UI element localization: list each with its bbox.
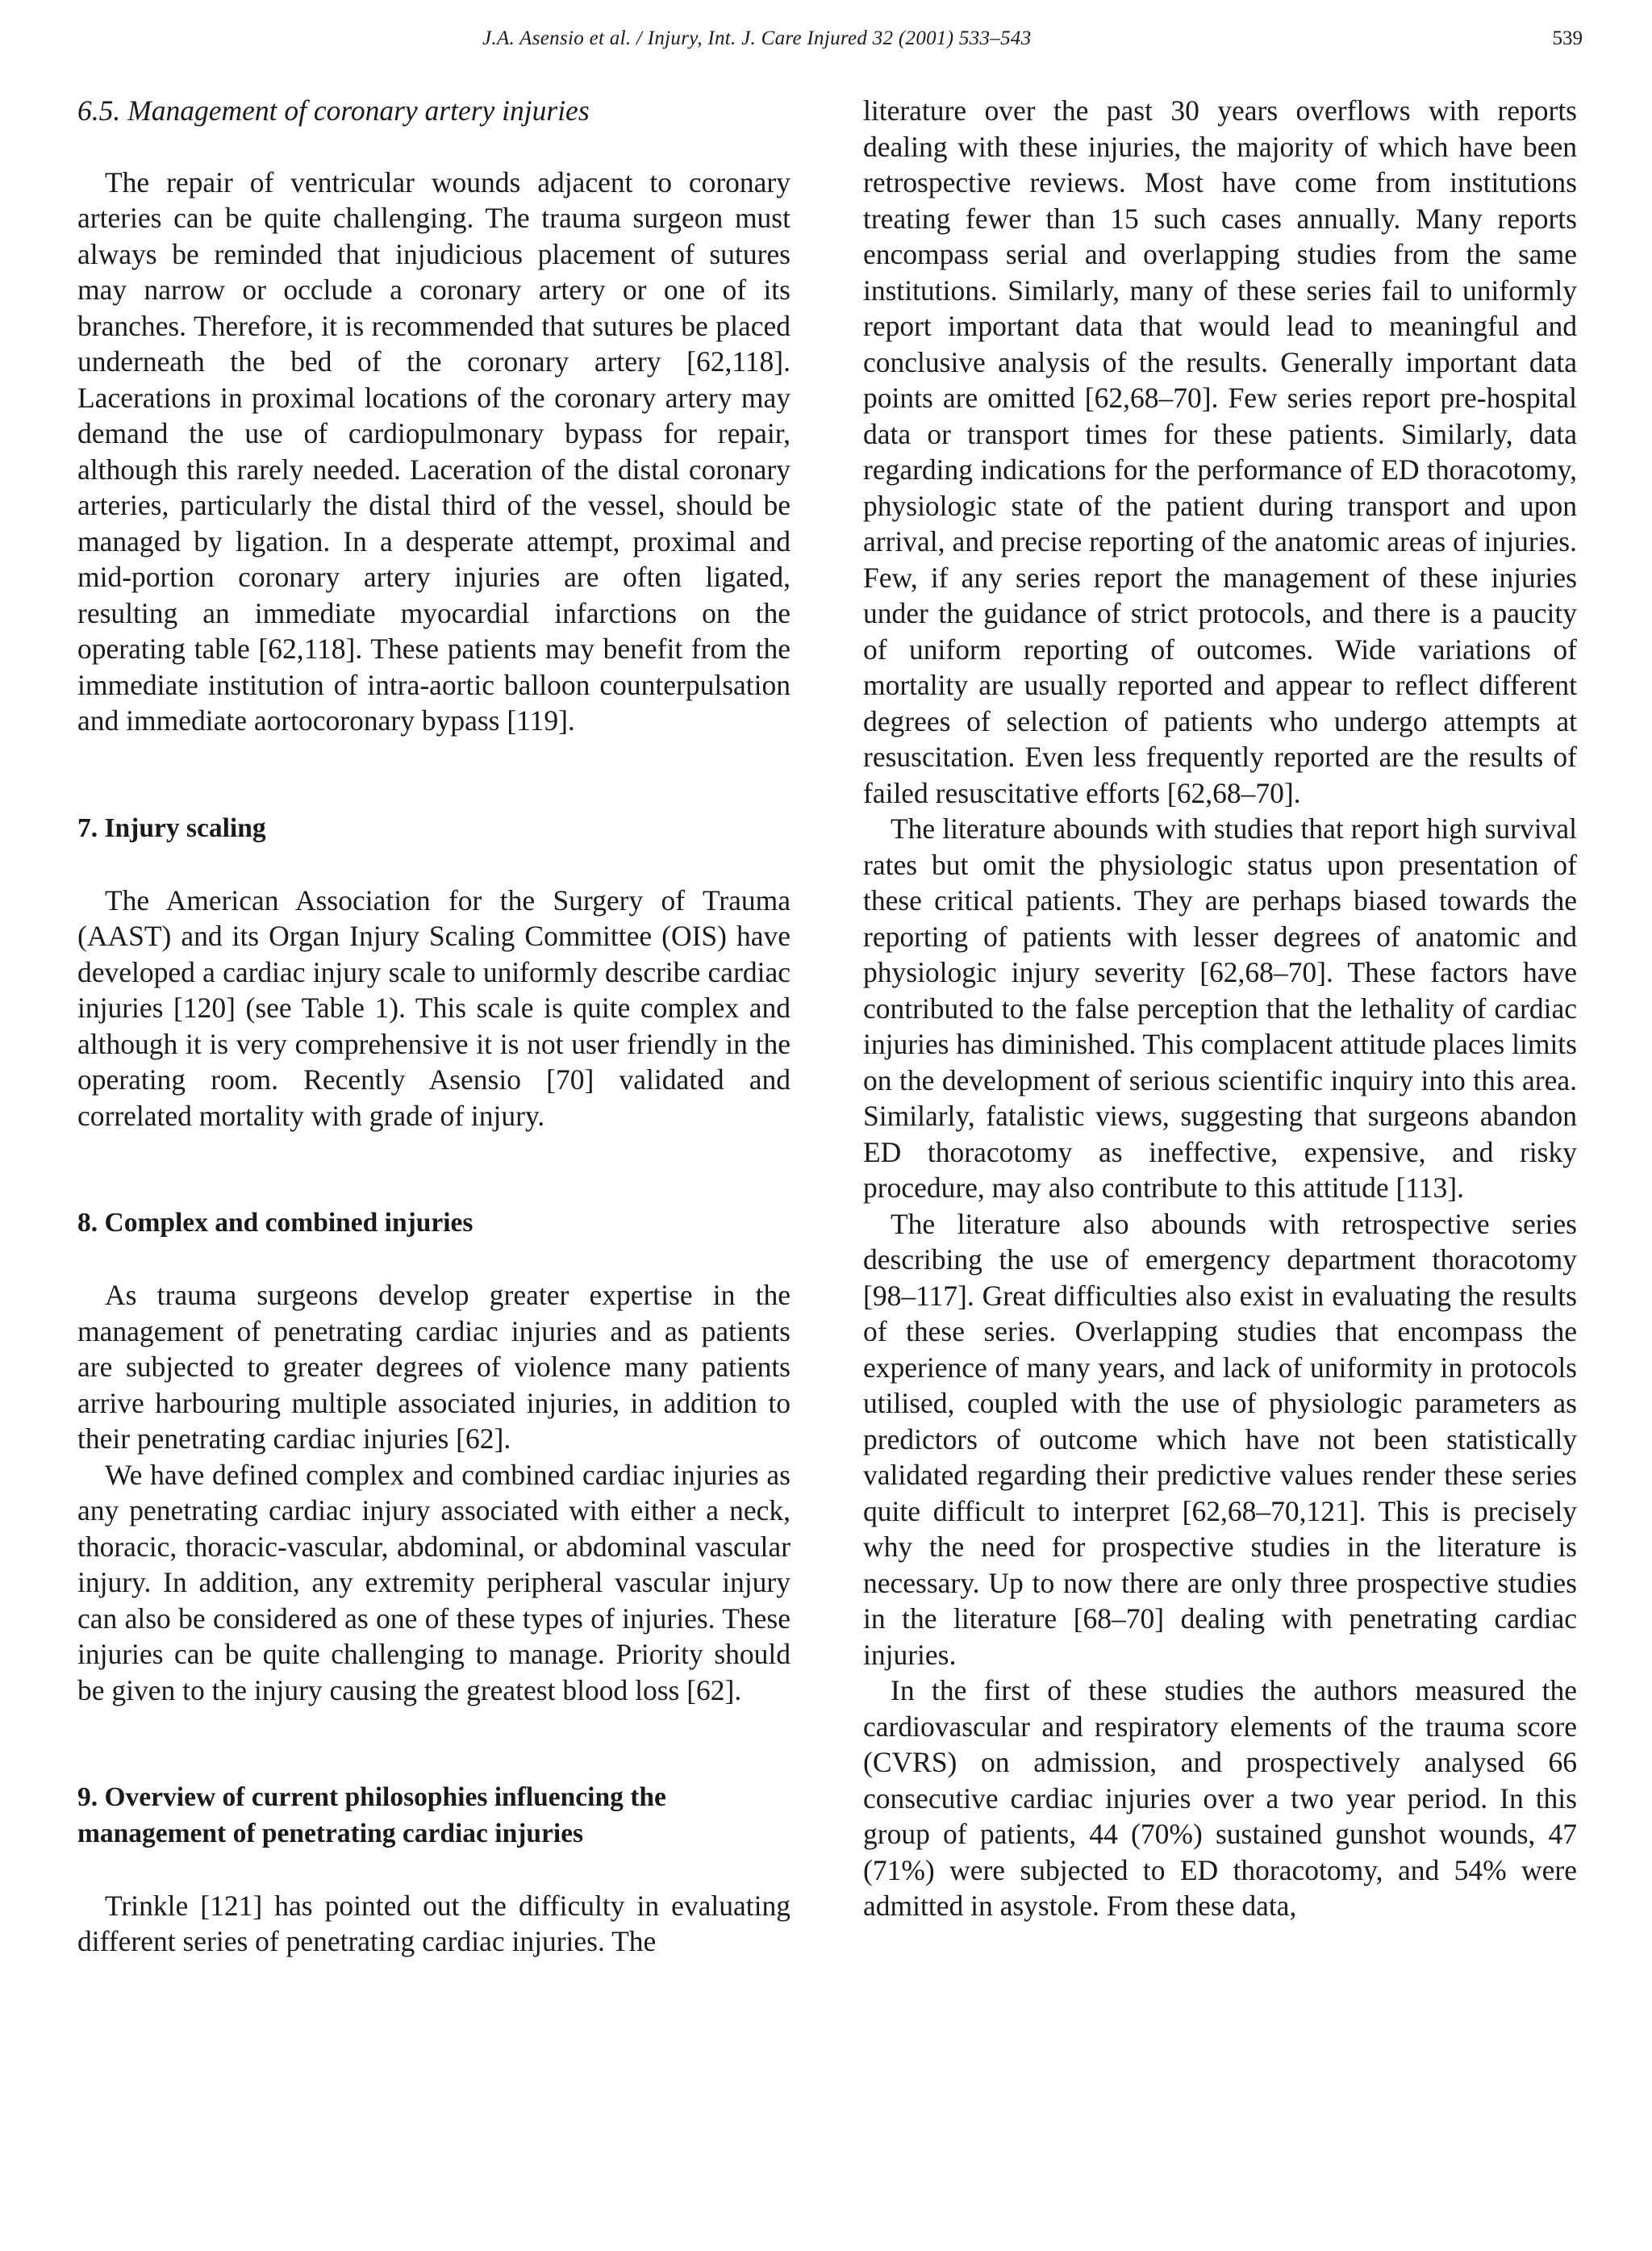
subsection-heading-6-5: 6.5. Management of coronary artery injuries	[77, 94, 590, 127]
paragraph-complex-injuries-1: As trauma surgeons develop greater expertise in the management of penetrating cardiac injuries and as patients are subjected to greater degrees of violence many patients arrive harbouring multiple associated injuries, in addition to their penetrating cardiac injuries [62].	[77, 1279, 791, 1455]
paragraph-literature-continued: literature over the past 30 years overflows with reports dealing with these injuries, the majority of which have been retrospective reviews. Most have come from institutions treating fewer than 15 such cases annually. Many reports encompass serial and overlapping studies from the same institutions. Similarly, many of these series fail to uniformly report important data that would lead to meaningful and conclusive analysis of the results. Generally important data points are omitted [62,68–70]. Few series report pre-hospital data or transport times for these patients. Similarly, data regarding indications for the performance of ED thoracotomy, physiologic state of the patient during transport and upon arrival, and precise reporting of the anatomic areas of injuries. Few, if any series report the management of these injuries under the guidance of strict protocols, and there is a paucity of uniform reporting of outcomes. Wide variations of mortality are usually reported and appear to reflect different degrees of selection of patients who undergo attempts at resuscitation. Even less frequently reported are the results of failed resuscitative efforts [62,68–70].	[863, 94, 1577, 809]
running-header	[0, 27, 1652, 60]
paragraph-complex-injuries-2: We have defined complex and combined cardiac injuries as any penetrating cardiac injury associated with either a neck, thoracic, thoracic-vascular, abdominal, or abdominal vascular injury. In addition, any extremity peripheral vascular injury can also be considered as one of these types of injuries. These injuries can be quite challenging to manage. Priority should be given to the injury causing the greatest blood loss [62].	[77, 1458, 791, 1706]
journal-citation: J.A. Asensio et al. / Injury, Int. J. Care Injured 32 (2001) 533–543	[482, 27, 1032, 49]
section-heading-7: 7. Injury scaling	[77, 812, 266, 843]
paragraph-first-prospective-study: In the first of these studies the authors measured the cardiovascular and respiratory elements of the trauma score (CVRS) on admission, and prospectively analysed 66 consecutive cardiac injuries over a two year period. In this group of patients, 44 (70%) sustained gunshot wounds, 47 (71%) were subjected to ED thoracotomy, and 54% were admitted in asystole. From these data,	[863, 1674, 1577, 1922]
section-heading-9-line-1: 9. Overview of current philosophies influencing the	[77, 1782, 666, 1812]
paragraph-coronary-repair: The repair of ventricular wounds adjacent to coronary arteries can be quite challenging. The trauma surgeon must always be reminded that injudicious placement of sutures may narrow or occlude a coronary artery or one of its branches. Therefore, it is recommended that sutures be placed underneath the bed of the coronary artery [62,118]. Lacerations in proximal locations of the coronary artery may demand the use of cardiopulmonary bypass for repair, although this rarely needed. Laceration of the distal coronary arteries, particularly the distal third of the vessel, should be managed by ligation. In a desperate attempt, proximal and mid-portion coronary artery injuries are often ligated, resulting an immediate myocardial infarctions on the operating table [62,118]. These patients may benefit from the immediate institution of intra-aortic balloon counterpulsation and immediate aortocoronary bypass [119].	[77, 165, 791, 737]
paragraph-survival-rates: The literature abounds with studies that report high survival rates but omit the physiologic status upon presentation of these critical patients. They are perhaps biased towards the reporting of patients with lesser degrees of anatomic and physiologic injury severity [62,68–70]. These factors have contributed to the false perception that the lethality of cardiac injuries has diminished. This complacent attitude places limits on the development of serious scientific inquiry into this area. Similarly, fatalistic views, suggesting that surgeons abandon ED thoracotomy as ineffective, expensive, and risky procedure, may also contribute to this attitude [113].	[863, 812, 1577, 1204]
right-column	[863, 93, 1577, 1924]
paragraph-overview-start: Trinkle [121] has pointed out the difficulty in evaluating different series of penetrating cardiac injuries. The	[77, 1889, 791, 1957]
left-column	[77, 93, 791, 1960]
page-number: 539	[1552, 27, 1583, 49]
paragraph-retrospective-series: The literature also abounds with retrospective series describing the use of emergency department thoracotomy [98–117]. Great difficulties also exist in evaluating the results of these series. Overlapping studies that encompass the experience of many years, and lack of uniformity in protocols utilised, coupled with the use of physiologic parameters as predictors of outcome which have not been statistically validated regarding their predictive values render these series quite difficult to interpret [62,68–70,121]. This is precisely why the need for prospective studies in the literature is necessary. Up to now there are only three prospective studies in the literature [68–70] dealing with penetrating cardiac injuries.	[863, 1207, 1577, 1671]
section-heading-8: 8. Complex and combined injuries	[77, 1208, 473, 1238]
section-heading-9-line-2: management of penetrating cardiac injuries	[77, 1818, 584, 1848]
paragraph-injury-scaling: The American Association for the Surgery of Trauma (AAST) and its Organ Injury Scaling Committee (OIS) have developed a cardiac injury scale to uniformly describe cardiac injuries [120] (see Table 1). This scale is quite complex and although it is very comprehensive it is not user friendly in the operating room. Recently Asensio [70] validated and correlated mortality with grade of injury.	[77, 883, 791, 1132]
section-heading-9	[77, 1780, 791, 1852]
